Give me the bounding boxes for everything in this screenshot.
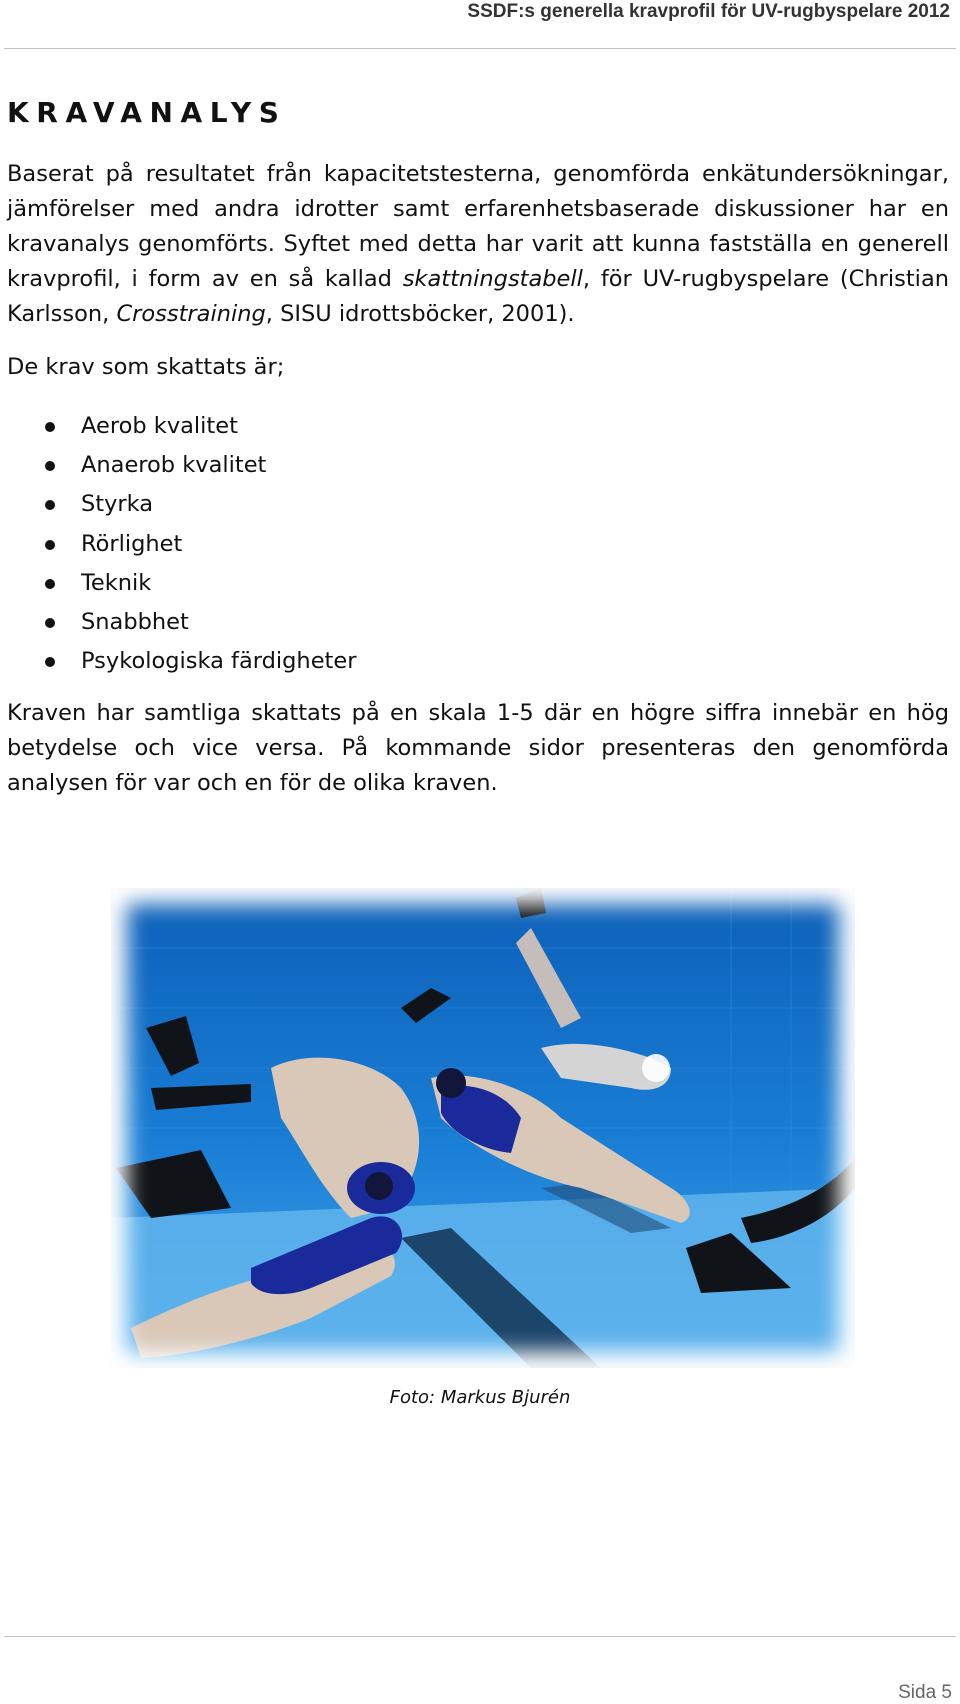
requirements-intro: De krav som skattats är; xyxy=(7,354,285,380)
list-item-label: Snabbhet xyxy=(81,608,189,635)
list-item-label: Aerob kvalitet xyxy=(81,413,238,439)
bullet-icon xyxy=(45,500,55,510)
underwater-rugby-photo xyxy=(111,888,855,1368)
list-item xyxy=(0,446,356,485)
intro-paragraph xyxy=(7,157,949,332)
running-header: SSDF:s generella kravprofil för UV-rugbyspelare 2012 xyxy=(467,1,950,22)
bullet-icon xyxy=(45,422,55,432)
bullet-icon xyxy=(45,461,55,471)
list-item-label: Styrka xyxy=(81,491,154,518)
list-item-label: Teknik xyxy=(81,569,152,596)
scale-paragraph: Kraven har samtliga skattats på en skala 1-5 där en högre siffra innebär en hög betydelse och vice versa. På kommande sidor presenteras den genomförda analysen för var och en för de olika kraven. xyxy=(7,700,949,796)
list-item-label: Psykologiska färdigheter xyxy=(81,648,357,675)
list-item xyxy=(0,642,356,681)
photo-illustration xyxy=(111,888,855,1368)
list-item xyxy=(0,407,356,446)
page-number: Sida 5 xyxy=(898,1682,952,1703)
list-item xyxy=(0,525,356,564)
intro-italic-book: Crosstraining xyxy=(116,301,266,327)
bullet-icon xyxy=(45,579,55,589)
intro-italic-term: skattningstabell xyxy=(402,266,583,292)
bullet-icon xyxy=(45,618,55,628)
list-item xyxy=(0,485,356,524)
header-divider xyxy=(4,48,956,49)
list-item-label: Anaerob kvalitet xyxy=(81,452,267,479)
photo-caption: Foto: Markus Bjurén xyxy=(389,1387,571,1408)
list-item xyxy=(0,603,356,642)
intro-text-1: Baserat på resultatet från kapacitetstesterna, genomförda enkätundersökningar, jämförelser med andra idrotter samt erfarenhetsbaserade diskussioner har en kravanalys genomförts. Syftet med detta har varit att kunna fastställa en generell kravprofil, i form av en så kallad xyxy=(7,161,949,292)
section-heading: KRAVANALYS xyxy=(7,96,287,129)
list-item-label: Rörlighet xyxy=(81,530,183,557)
intro-text-2: , för UV-rugbyspelare (Christian Karlsson, xyxy=(7,266,949,327)
bullet-icon xyxy=(45,540,55,550)
intro-text-3: , SISU idrottsböcker, 2001). xyxy=(265,301,575,327)
list-item xyxy=(0,564,356,603)
bullet-icon xyxy=(45,657,55,667)
footer-divider xyxy=(4,1636,956,1637)
requirements-list xyxy=(0,407,356,681)
